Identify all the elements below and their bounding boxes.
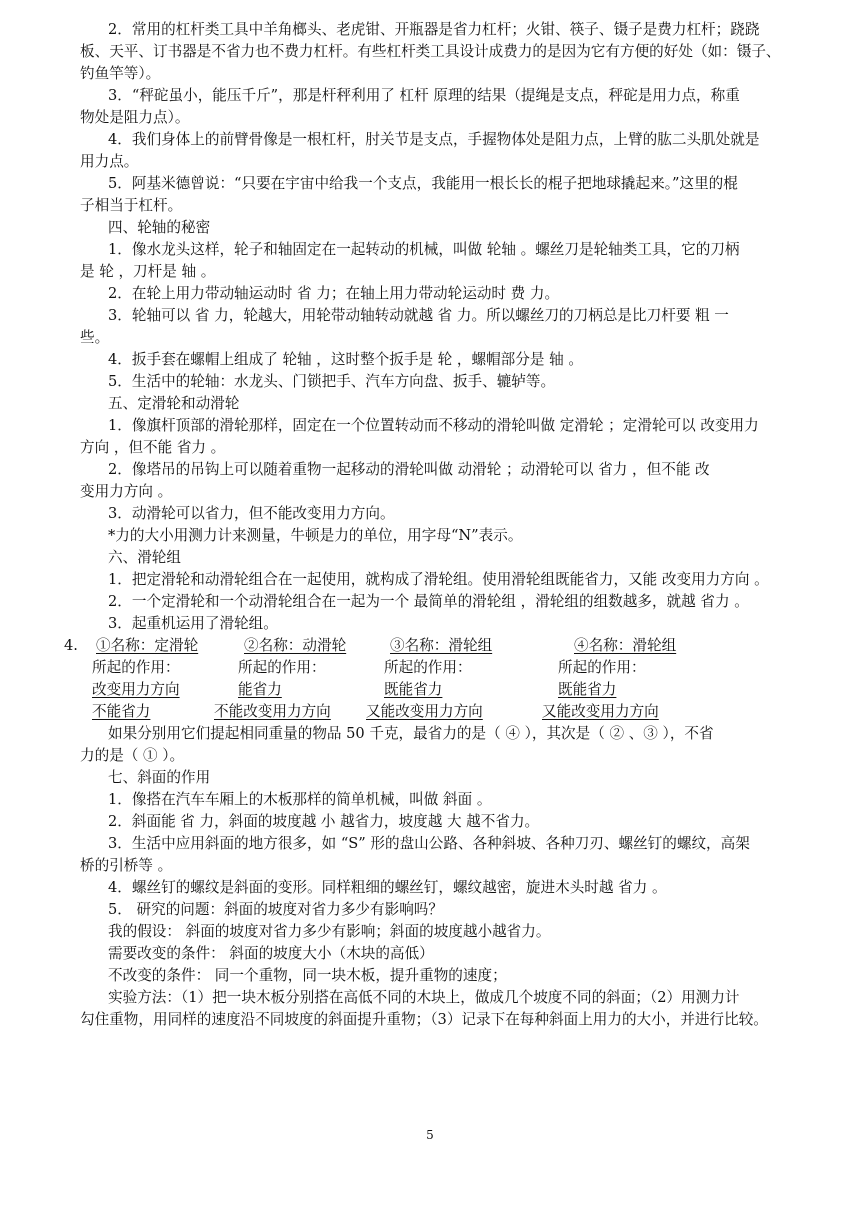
text-line: 5． 研究的问题：斜面的坡度对省力多少有影响吗？ <box>108 901 443 918</box>
role-value: 改变用力方向 <box>92 681 180 698</box>
text-line: 如果分别用它们提起相同重量的物品 50 千克，最省力的是（ ④ ），其次是（ ② 、③ ），不省 <box>108 725 714 742</box>
role-value: 既能省力 <box>558 681 617 698</box>
text-line: 3．“秤砣虽小，能压千斤”，那是杆秤利用了 杠杆 原理的结果（提绳是支点，秤砣是用力点，称重 <box>108 87 740 104</box>
text-line: 是 轮 ，刀杆是 轴 。 <box>80 263 216 280</box>
text-line: 需要改变的条件： 斜面的坡度大小（木块的高低） <box>108 945 434 962</box>
text-line: 1．像搭在汽车车厢上的木板那样的简单机械，叫做 斜面 。 <box>108 791 492 808</box>
text-line: 4．螺丝钉的螺纹是斜面的变形。同样粗细的螺丝钉，螺纹越密，旋进木头时越 省力 。 <box>108 879 667 896</box>
role-value: 能省力 <box>238 681 282 698</box>
text-line: 物处是阻力点）。 <box>80 109 190 126</box>
text-line: 1．把定滑轮和动滑轮组合在一起使用，就构成了滑轮组。使用滑轮组既能省力，又能 改变用力方向 。 <box>108 571 769 588</box>
role-label: 所起的作用： <box>238 659 326 676</box>
text-line: 2．斜面能 省 力，斜面的坡度越 小 越省力，坡度越 大 越不省力。 <box>108 813 540 830</box>
role-value: 又能改变用力方向 <box>366 703 483 720</box>
role-row-1 <box>80 680 796 700</box>
pulley-name: ①名称：定滑轮 <box>96 637 199 654</box>
text-line: 2．像塔吊的吊钩上可以随着重物一起移动的滑轮叫做 动滑轮 ；动滑轮可以 省力 ，但不能 改 <box>108 461 710 478</box>
role-value: 不能省力 <box>92 703 151 720</box>
section-heading: 五、定滑轮和动滑轮 <box>108 395 240 412</box>
text-line: 勾住重物，用同样的速度沿不同坡度的斜面提升重物；（3）记录下在每种斜面上用力的大小，并进行比较。 <box>80 1011 768 1028</box>
text-line: 不改变的条件： 同一个重物，同一块木板，提升重物的速度； <box>108 967 507 984</box>
pulley-name: ③名称：滑轮组 <box>390 637 493 654</box>
pulley-name: ④名称：滑轮组 <box>574 637 677 654</box>
text-line: 3．动滑轮可以省力，但不能改变用力方向。 <box>108 505 395 522</box>
text-line: 方向 ，但不能 省力 。 <box>80 439 226 456</box>
pulley-names-row <box>64 636 796 656</box>
text-line: 4．扳手套在螺帽上组成了 轮轴 ，这时整个扳手是 轮 ，螺帽部分是 轴 。 <box>108 351 583 368</box>
text-line: 1．像旗杆顶部的滑轮那样，固定在一个位置转动而不移动的滑轮叫做 定滑轮 ；定滑轮可以 改变用力 <box>108 417 759 434</box>
question-number: 4. <box>64 637 78 654</box>
text-line: *力的大小用测力计来测量，牛顿是力的单位，用字母“N”表示。 <box>108 527 523 544</box>
text-line: 用力点。 <box>80 153 139 170</box>
text-line: 变用力方向 。 <box>80 483 173 500</box>
text-line: 2．常用的杠杆类工具中羊角榔头、老虎钳、开瓶器是省力杠杆；火钳、筷子、镊子是费力杠杆；跷跷 <box>108 21 760 38</box>
pulley-name: ②名称：动滑轮 <box>244 637 347 654</box>
text-line: 3．轮轴可以 省 力，轮越大，用轮带动轴转动就越 省 力。所以螺丝刀的刀柄总是比刀杆要 粗 一 <box>108 307 729 324</box>
text-line: 5．生活中的轮轴：水龙头、门锁把手、汽车方向盘、扳手、辘轳等。 <box>108 373 556 390</box>
section-heading: 四、轮轴的秘密 <box>108 219 211 236</box>
text-line: 1．像水龙头这样，轮子和轴固定在一起转动的机械，叫做 轮轴 。螺丝刀是轮轴类工具，它的刀柄 <box>108 241 740 258</box>
text-line: 些。 <box>80 329 110 346</box>
text-line: 钓鱼竿等）。 <box>80 65 161 82</box>
text-line: 2．在轮上用力带动轴运动时 省 力；在轴上用力带动轮运动时 费 力。 <box>108 285 560 302</box>
text-line: 我的假设： 斜面的坡度对省力多少有影响；斜面的坡度越小越省力。 <box>108 923 551 940</box>
role-value: 既能省力 <box>384 681 443 698</box>
role-value: 又能改变用力方向 <box>542 703 659 720</box>
text-line: 子相当于杠杆。 <box>80 197 183 214</box>
text-line: 实验方法：（1）把一块木板分别搭在高低不同的木块上，做成几个坡度不同的斜面；（2）用测力计 <box>108 989 740 1006</box>
text-line: 力的是（ ① ）。 <box>80 747 185 764</box>
text-line: 3．起重机运用了滑轮组。 <box>108 615 278 632</box>
role-label-row <box>80 658 796 678</box>
role-label: 所起的作用： <box>558 659 646 676</box>
text-line: 2．一个定滑轮和一个动滑轮组合在一起为一个 最简单的滑轮组 ，滑轮组的组数越多，就越 省力 。 <box>108 593 749 610</box>
role-row-2 <box>80 702 796 722</box>
role-label: 所起的作用： <box>92 659 180 676</box>
section-heading: 七、斜面的作用 <box>108 769 211 786</box>
page-number: 5 <box>426 1128 434 1142</box>
text-line: 4．我们身体上的前臂骨像是一根杠杆，肘关节是支点，手握物体处是阻力点，上臂的肱二头肌处就是 <box>108 131 760 148</box>
text-line: 5．阿基米德曾说：“只要在宇宙中给我一个支点，我能用一根长长的棍子把地球撬起来。”这里的棍 <box>108 175 738 192</box>
role-value: 不能改变用力方向 <box>214 703 331 720</box>
section-heading: 六、滑轮组 <box>108 549 181 566</box>
text-line: 板、天平、订书器是不省力也不费力杠杆。有些杠杆类工具设计成费力的是因为它有方便的好处（如：镊子、 <box>80 43 781 60</box>
text-line: 3．生活中应用斜面的地方很多，如 “S” 形的盘山公路、各种斜坡、各种刀刃、螺丝钉的螺纹，高架 <box>108 835 750 852</box>
role-label: 所起的作用： <box>384 659 472 676</box>
text-line: 桥的引桥等 。 <box>80 857 173 874</box>
